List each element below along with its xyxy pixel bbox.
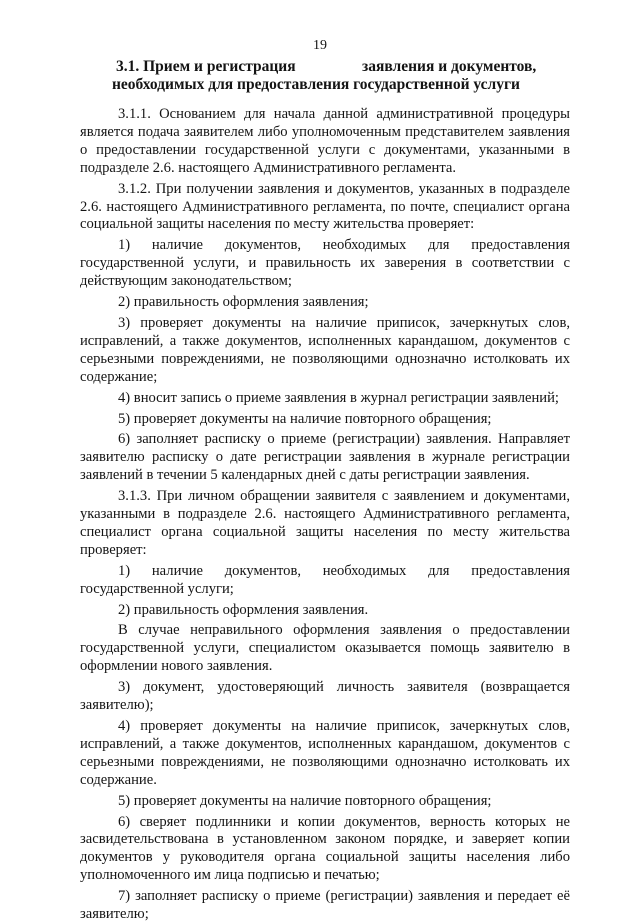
list-item-4-b: 4) проверяет документы на наличие приписок, зачеркнутых слов, исправлений, а также документов, исполненных карандашом, документов с серьезными повреждениями, не позволяющими однозначно истолковать их содержание. [80,718,570,788]
list-item-3-b: 3) документ, удостоверяющий личность заявителя (возвращается заявителю); [80,679,570,714]
list-item-1: 1) наличие документов, необходимых для предоставления государственной услуги, и правильность их заверения в соответствии с действующим законодательством; [80,237,570,290]
list-item-4: 4) вносит запись о приеме заявления в журнал регистрации заявлений; [118,389,559,406]
list-item-3: 3) проверяет документы на наличие приписок, зачеркнутых слов, исправлений, а также документов, исполненных карандашом, документов с серьезными повреждениями, не позволяющими однозначно истолковать их содержание; [80,314,570,385]
paragraph-3-1-2: 3.1.2. При получении заявления и документов, указанных в подразделе 2.6. настоящего Административного регламента, по почте, специалист органа социальной защиты населения по месту жительства проверяет: [80,180,570,233]
list-item-6: 6) заполняет расписку о приеме (регистрации) заявления. Направляет заявителю расписку о дате регистрации заявления в журнале регистрации заявлений в течении 5 календарных дней с даты регистрации заявления. [80,431,570,484]
list-item-5-b: 5) проверяет документы на наличие повторного обращения; [118,792,492,809]
body-text [80,106,570,924]
paragraph-3-1-1: 3.1.1. Основанием для начала данной административной процедуры является подача заявителем либо уполномоченным представителем заявления о предоставлении государственной услуги с документами, указанными в подразделе 2.6. настоящего Административного регламента. [80,106,570,176]
list-item-6-b: 6) сверяет подлинники и копии документов, верность которых не засвидетельствована в установленном законом порядке, и заверяет копии документов у руководителя органа социальной защиты населения либо уполномоченного им лица подписью и печатью; [80,813,570,884]
list-item-5: 5) проверяет документы на наличие повторного обращения; [118,410,492,427]
section-heading-left: 3.1. Прием и регистрация [116,58,296,75]
list-item-2: 2) правильность оформления заявления; [118,294,369,311]
paragraph-3-1-3: 3.1.3. При личном обращении заявителя с заявлением и документами, указанными в подразделе 2.6. настоящего Административного регламента, специалист органа социальной защиты населения по месту жительства проверяет: [80,488,570,558]
list-item-1-b: 1) наличие документов, необходимых для предоставления государственной услуги; [80,562,570,597]
page-number: 19 [313,38,327,53]
section-heading-right: заявления и документов, [362,58,537,75]
section-heading-line-2: необходимых для предоставления государственной услуги [112,76,520,93]
list-item-7-b: 7) заполняет расписку о приеме (регистрации) заявления и передает её заявителю; [80,888,570,923]
list-item-2-b: 2) правильность оформления заявления. [118,601,369,618]
paragraph-incorrect-form: В случае неправильного оформления заявления о предоставлении государственной услуги, специалистом оказывается помощь заявителю в оформлении нового заявления. [80,622,570,675]
